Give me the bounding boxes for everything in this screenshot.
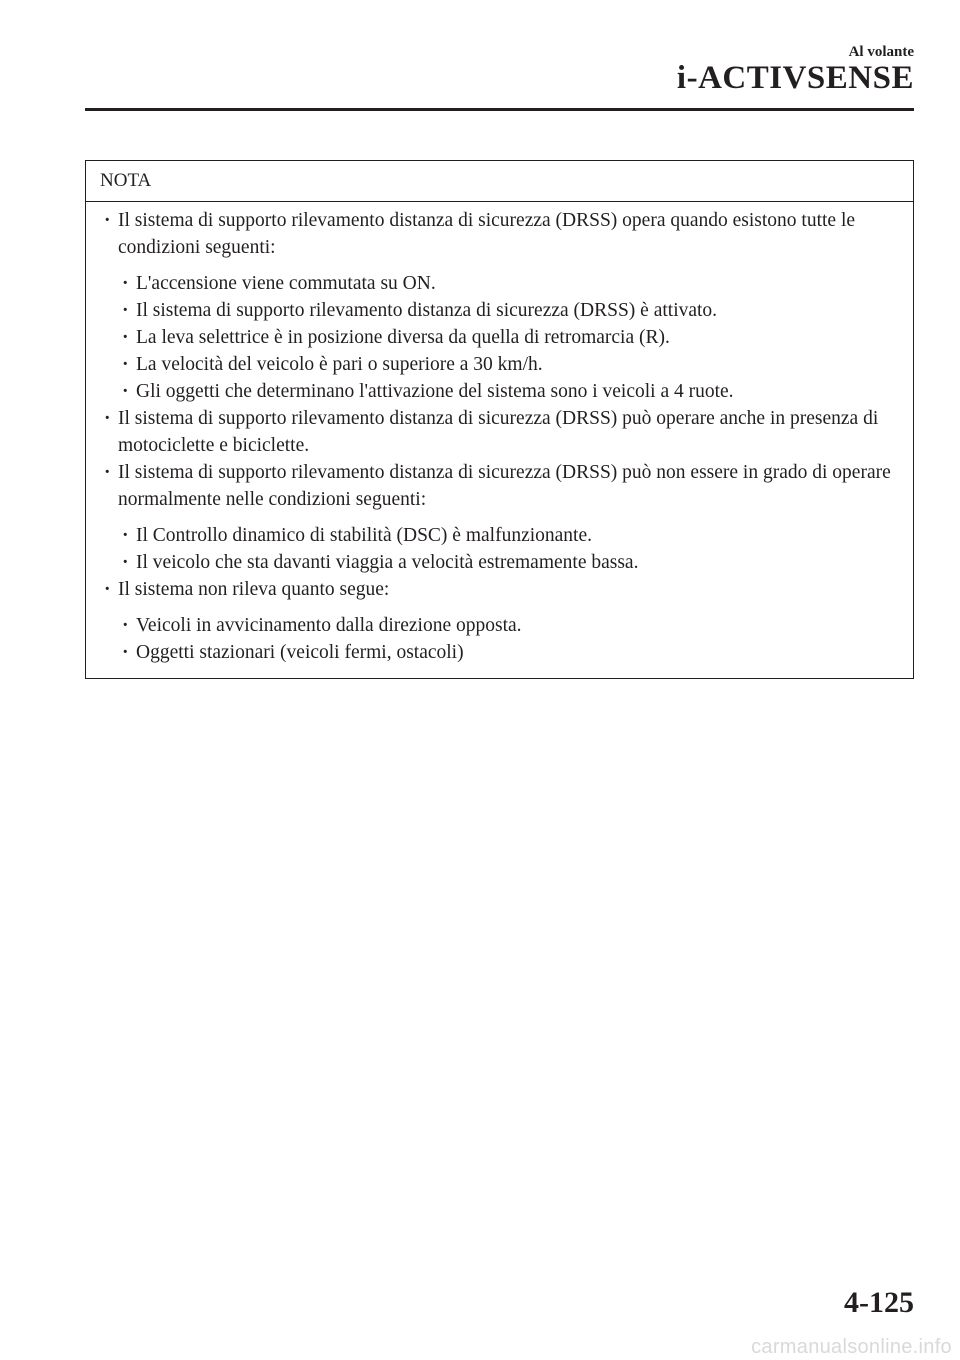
note-item: · Il sistema non rileva quanto segue: — [100, 576, 903, 603]
note-subitem: · Il Controllo dinamico di stabilità (DSC) è malfunzionante. — [100, 522, 903, 549]
note-subitem: · Gli oggetti che determinano l'attivazione del sistema sono i veicoli a 4 ruote. — [100, 378, 903, 405]
header-divider — [85, 108, 914, 111]
page-number: 4-125 — [844, 1286, 914, 1319]
note-subitem: · La velocità del veicolo è pari o superiore a 30 km/h. — [100, 351, 903, 378]
note-subitem: · La leva selettrice è in posizione diversa da quella di retromarcia (R). — [100, 324, 903, 351]
note-subitem: · Il veicolo che sta davanti viaggia a velocità estremamente bassa. — [100, 549, 903, 576]
note-box — [85, 160, 914, 679]
note-item: · Il sistema di supporto rilevamento distanza di sicurezza (DRSS) opera quando esistono tutte le condizioni seguenti: — [100, 207, 903, 261]
note-subitem: · L'accensione viene commutata su ON. — [100, 270, 903, 297]
note-subitem: · Il sistema di supporto rilevamento distanza di sicurezza (DRSS) è attivato. — [100, 297, 903, 324]
note-sublist — [100, 270, 903, 405]
note-title: NOTA — [86, 161, 913, 202]
note-item: · Il sistema di supporto rilevamento distanza di sicurezza (DRSS) può non essere in grado di operare normalmente nelle condizioni seguenti: — [100, 459, 903, 513]
page-title: i-ACTIVSENSE — [676, 60, 914, 96]
note-body — [86, 202, 913, 678]
watermark-url: carmanualsonline.info — [751, 1336, 952, 1358]
note-subitem: · Oggetti stazionari (veicoli fermi, ostacoli) — [100, 639, 903, 666]
note-sublist — [100, 522, 903, 576]
note-subitem: · Veicoli in avvicinamento dalla direzione opposta. — [100, 612, 903, 639]
note-item: · Il sistema di supporto rilevamento distanza di sicurezza (DRSS) può operare anche in presenza di motociclette e biciclette. — [100, 405, 903, 459]
note-sublist — [100, 612, 903, 666]
header-section-label: Al volante — [848, 44, 914, 60]
